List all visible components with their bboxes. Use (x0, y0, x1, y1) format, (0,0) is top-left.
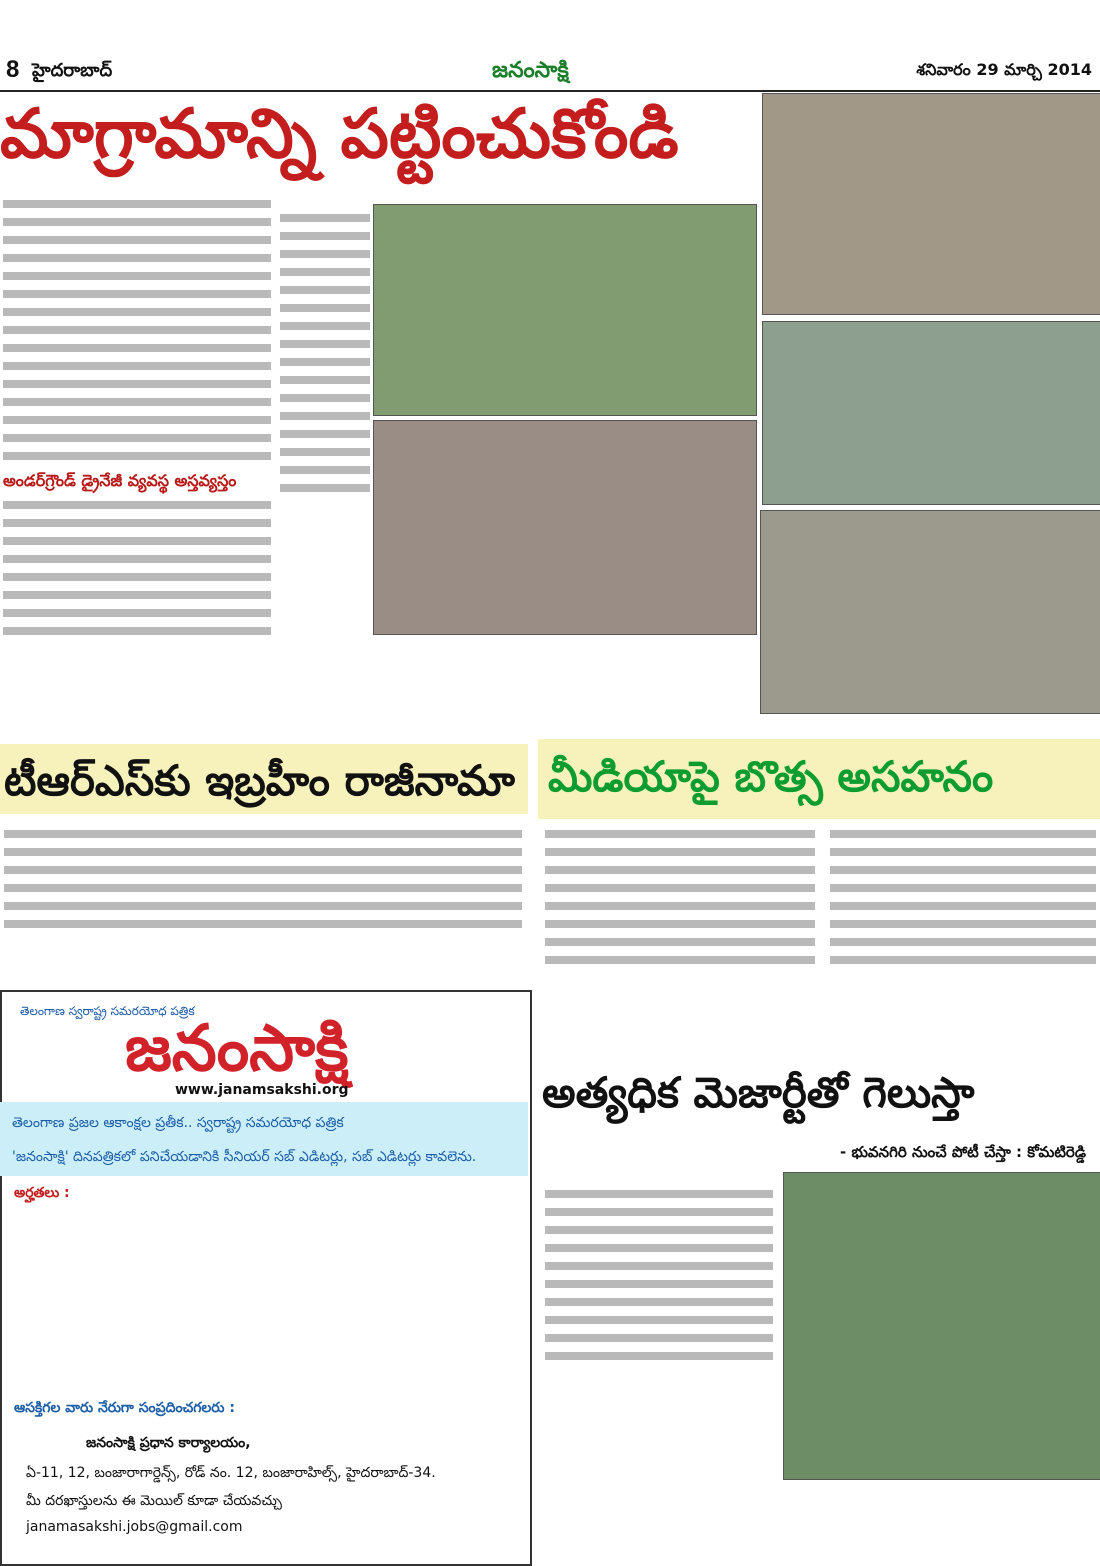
story-media (545, 820, 815, 974)
headline-majority: అత్యధిక మెజార్టీతో గెలుస్తా (542, 1068, 975, 1117)
ad-highlight (0, 1102, 528, 1176)
photo-women (373, 420, 757, 635)
story-media-cont (830, 820, 1096, 974)
ad-website: www.janamsakshi.org (175, 1082, 349, 1098)
issue-date: శనివారం 29 మార్చి 2014 (916, 60, 1092, 79)
page-header (0, 52, 1100, 92)
headline-ibrahim: టీఆర్ఎస్‌కు ఇబ్రహీం రాజీనామా (4, 756, 515, 805)
ad-email-line: మీ దరఖాస్తులను ఈ మెయిల్ కూడా చేయవచ్చు (26, 1493, 282, 1509)
ad-office: జనంసాక్షి ప్రధాన కార్యాలయం, (86, 1435, 251, 1451)
photo-komatireddy (783, 1172, 1100, 1480)
ad-address: ఏ-11, 12, బంజారాగార్డెన్స్, రోడ్ నం. 12, బంజారాహిల్స్, హైదరాబాద్-34. (26, 1465, 436, 1481)
subhead-drainage: అండర్‌గ్రౌండ్ డ్రైనేజీ వ్యవస్థ అస్తవ్యస్తం (3, 471, 237, 490)
photo-field (373, 204, 757, 416)
photo-manhole (762, 93, 1100, 315)
city-label: హైదరాబాద్ (32, 60, 113, 81)
photo-crowd (760, 510, 1100, 714)
ad-logo: జనంసాక్షి (125, 1012, 349, 1086)
ad-qualifications: అర్హతలు : (14, 1185, 70, 1201)
ad-line-2: 'జనంసాక్షి' దినపత్రికలో పనిచేయడానికి సీనియర్ సబ్ ఎడిటర్లు, సబ్ ఎడిటర్లు కావలెను. (12, 1149, 477, 1165)
ad-email: janamasakshi.jobs@gmail.com (26, 1519, 243, 1535)
story-column-2 (280, 204, 370, 502)
page-number: 8 (6, 56, 20, 83)
story-ibrahim (4, 820, 522, 938)
subhead-komatireddy: - భువనగిరి నుంచే పోటీ చేస్తా : కోమటిరెడ్డి (840, 1143, 1086, 1161)
main-headline: మాగ్రామాన్ని పట్టించుకోండి (0, 95, 679, 174)
story-majority (545, 1180, 773, 1370)
headline-media: మీడియాపై బొత్స అసహనం (548, 752, 994, 801)
ad-tagline: తెలంగాణ స్వరాష్ట్ర సమరయోధ పత్రిక (20, 1004, 195, 1018)
ad-line-1: తెలంగాణ ప్రజల ఆకాంక్షల ప్రతీక.. స్వరాష్ట్ర సమరయోధ పత్రిక (12, 1115, 344, 1131)
story-column-1 (3, 190, 271, 645)
brand-name: జనంసాక్షి (492, 58, 569, 83)
photo-trash (762, 321, 1100, 505)
ad-contact: ఆసక్తిగల వారు నేరుగా సంప్రదించగలరు : (14, 1400, 235, 1416)
